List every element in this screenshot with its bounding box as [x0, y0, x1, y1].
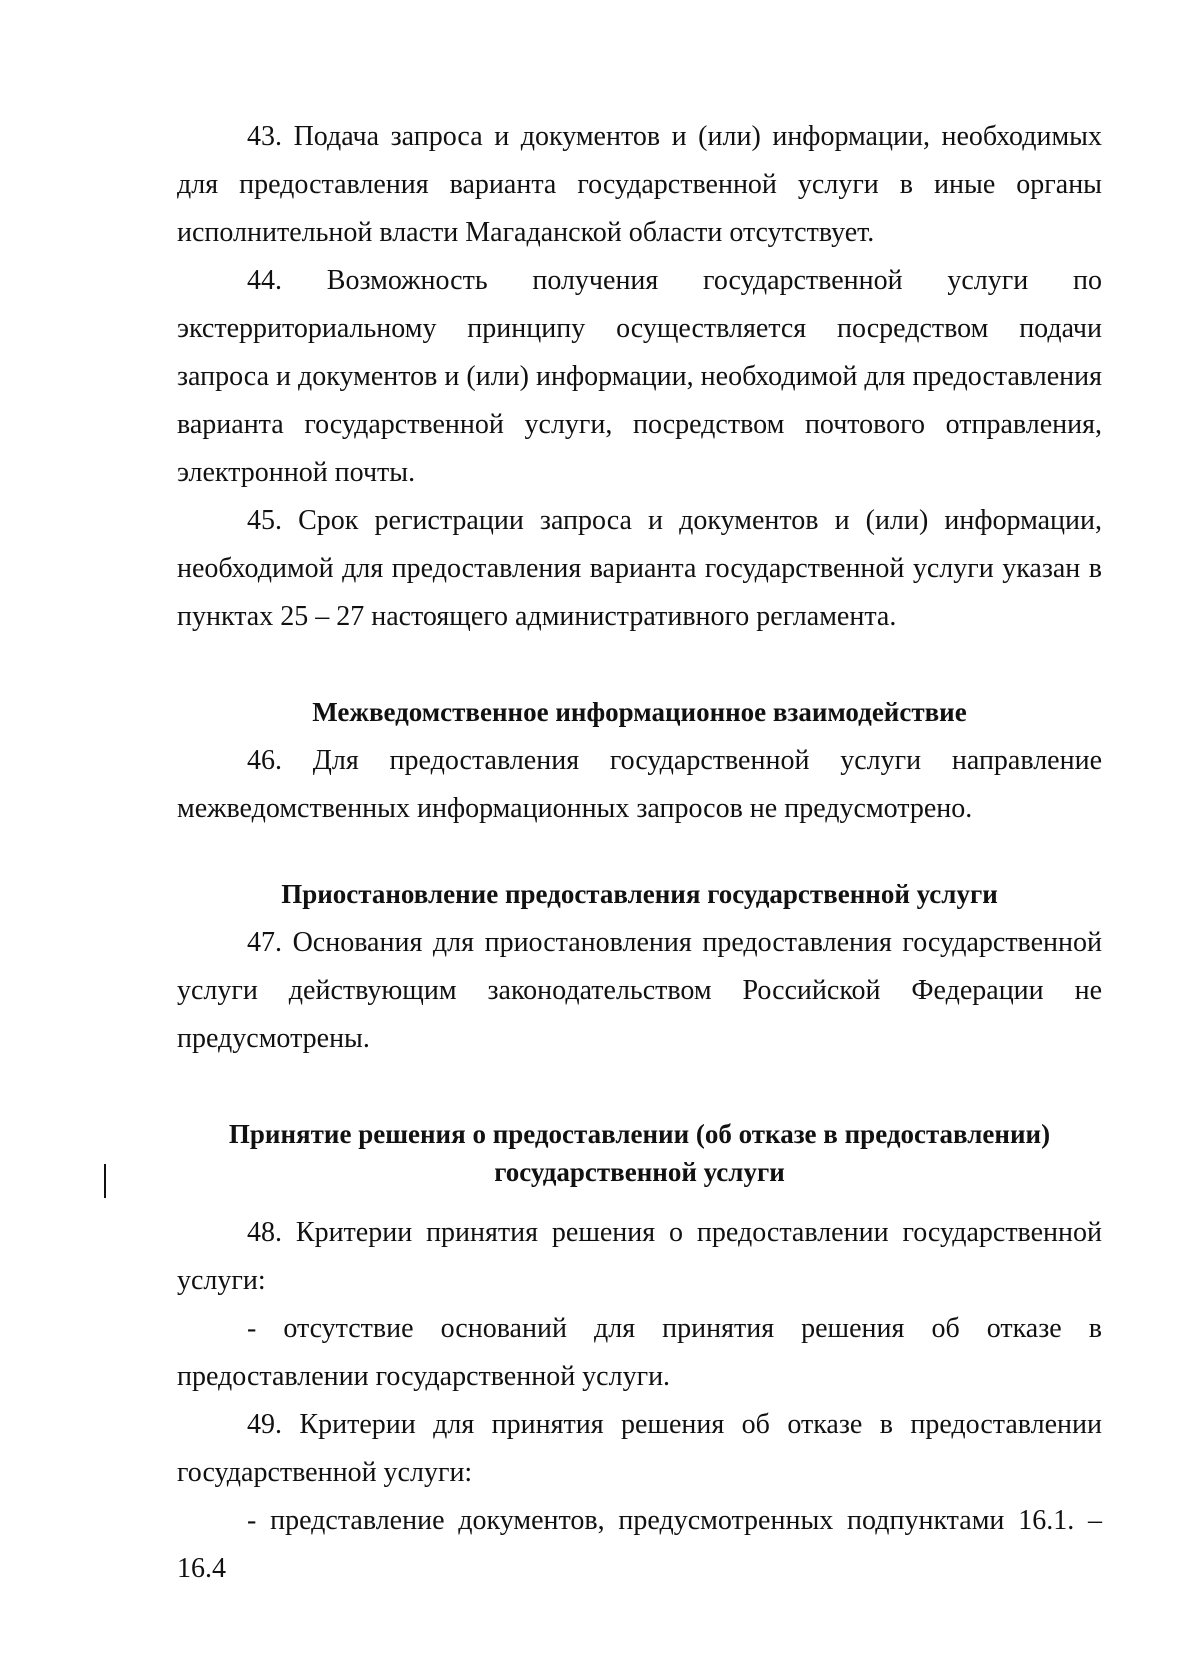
- paragraph-48-item: - отсутствие оснований для принятия решения об отказе в предоставлении государственной услуги.: [177, 1313, 1102, 1392]
- paragraph-44: 44. Возможность получения государственной услуги по экстерриториальному принципу осуществляется посредством подачи запроса и документов и (или) информации, необходимой для предоставления варианта государственной услуги, посредством почтового отправления, электронной почты.: [177, 265, 1102, 488]
- heading-decision: [177, 1115, 1102, 1191]
- heading-interagency-interaction: Межведомственное информационное взаимодействие: [312, 697, 967, 727]
- paragraph-46: 46. Для предоставления государственной услуги направление межведомственных информационных запросов не предусмотрено.: [177, 745, 1102, 824]
- paragraph-47: 47. Основания для приостановления предоставления государственной услуги действующим законодательством Российской Федерации не предусмотрены.: [177, 927, 1102, 1054]
- heading-decision-line-1: Принятие решения о предоставлении (об отказе в предоставлении): [228, 1119, 1051, 1149]
- heading-suspension: Приостановление предоставления государственной услуги: [281, 879, 998, 909]
- paragraph-48: 48. Критерии принятия решения о предоставлении государственной услуги:: [177, 1217, 1102, 1296]
- margin-change-bar: [104, 1164, 106, 1198]
- paragraph-49-item: - представление документов, предусмотренных подпунктами 16.1. – 16.4: [177, 1505, 1102, 1584]
- paragraph-43: 43. Подача запроса и документов и (или) информации, необходимых для предоставления варианта государственной услуги в иные органы исполнительной власти Магаданской области отсутствует.: [177, 121, 1102, 248]
- document-body: [177, 113, 1102, 1593]
- paragraph-49: 49. Критерии для принятия решения об отказе в предоставлении государственной услуги:: [177, 1409, 1102, 1488]
- paragraph-45: 45. Срок регистрации запроса и документов и (или) информации, необходимой для предоставления варианта государственной услуги указан в пунктах 25 – 27 настоящего административного регламента.: [177, 505, 1102, 632]
- heading-decision-line-2: государственной услуги: [494, 1157, 785, 1187]
